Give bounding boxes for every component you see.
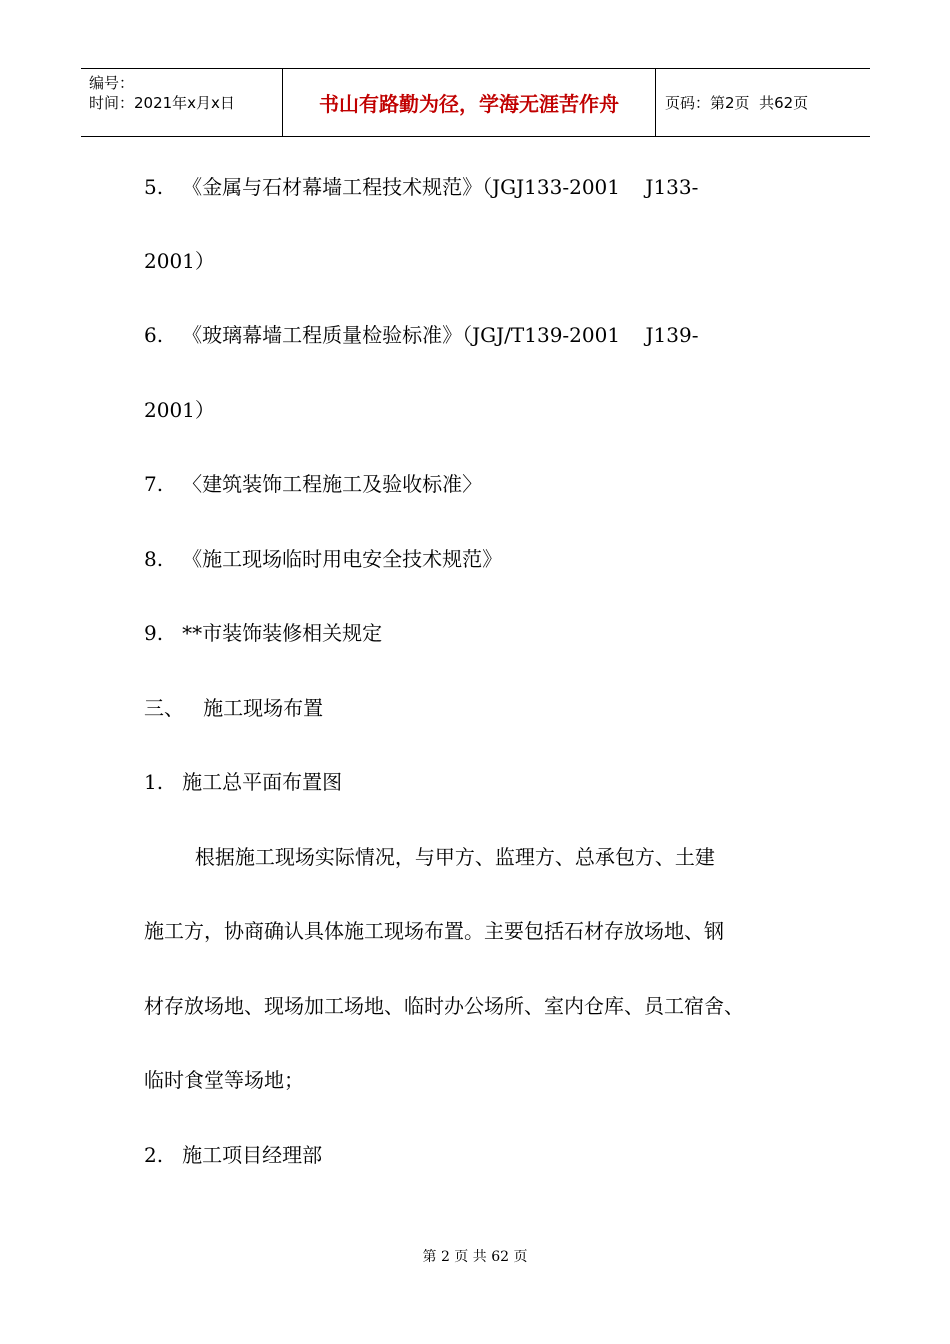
footer-page-number: 第 2 页 共 62 页 — [422, 1249, 528, 1265]
header-divider-right — [655, 69, 656, 136]
header-page-label: 页码：第2页 共62页 — [665, 94, 809, 112]
body-line: 6. 《玻璃幕墙工程质量检验标准》（JGJ/T139-2001 J139- — [144, 323, 699, 347]
body-line: 2001） — [144, 249, 215, 273]
header-time-label: 时间：2021年x月x日 — [89, 94, 235, 112]
header-meta — [89, 73, 235, 113]
subsection-heading: 2. 施工项目经理部 — [144, 1143, 323, 1167]
document-header — [81, 68, 870, 137]
header-number-label: 编号： — [89, 74, 135, 92]
body-line: 5. 《金属与石材幕墙工程技术规范》（JGJ133-2001 J133- — [144, 175, 699, 199]
header-motto: 书山有路勤为径，学海无涯苦作舟 — [319, 92, 619, 116]
paragraph-line: 材存放场地、现场加工场地、临时办公场所、室内仓库、员工宿舍、 — [144, 994, 744, 1018]
subsection-heading: 1. 施工总平面布置图 — [144, 770, 343, 794]
section-heading: 三、 施工现场布置 — [144, 696, 324, 720]
paragraph-line: 施工方，协商确认具体施工现场布置。主要包括石材存放场地、钢 — [144, 919, 724, 943]
body-line: 7. 〈建筑装饰工程施工及验收标准〉 — [144, 472, 483, 496]
body-line: 9. **市装饰装修相关规定 — [144, 621, 383, 645]
paragraph-line: 临时食堂等场地； — [144, 1068, 304, 1092]
body-line: 2001） — [144, 398, 215, 422]
paragraph-line: 根据施工现场实际情况，与甲方、监理方、总承包方、土建 — [144, 845, 715, 869]
body-line: 8. 《施工现场临时用电安全技术规范》 — [144, 547, 503, 571]
